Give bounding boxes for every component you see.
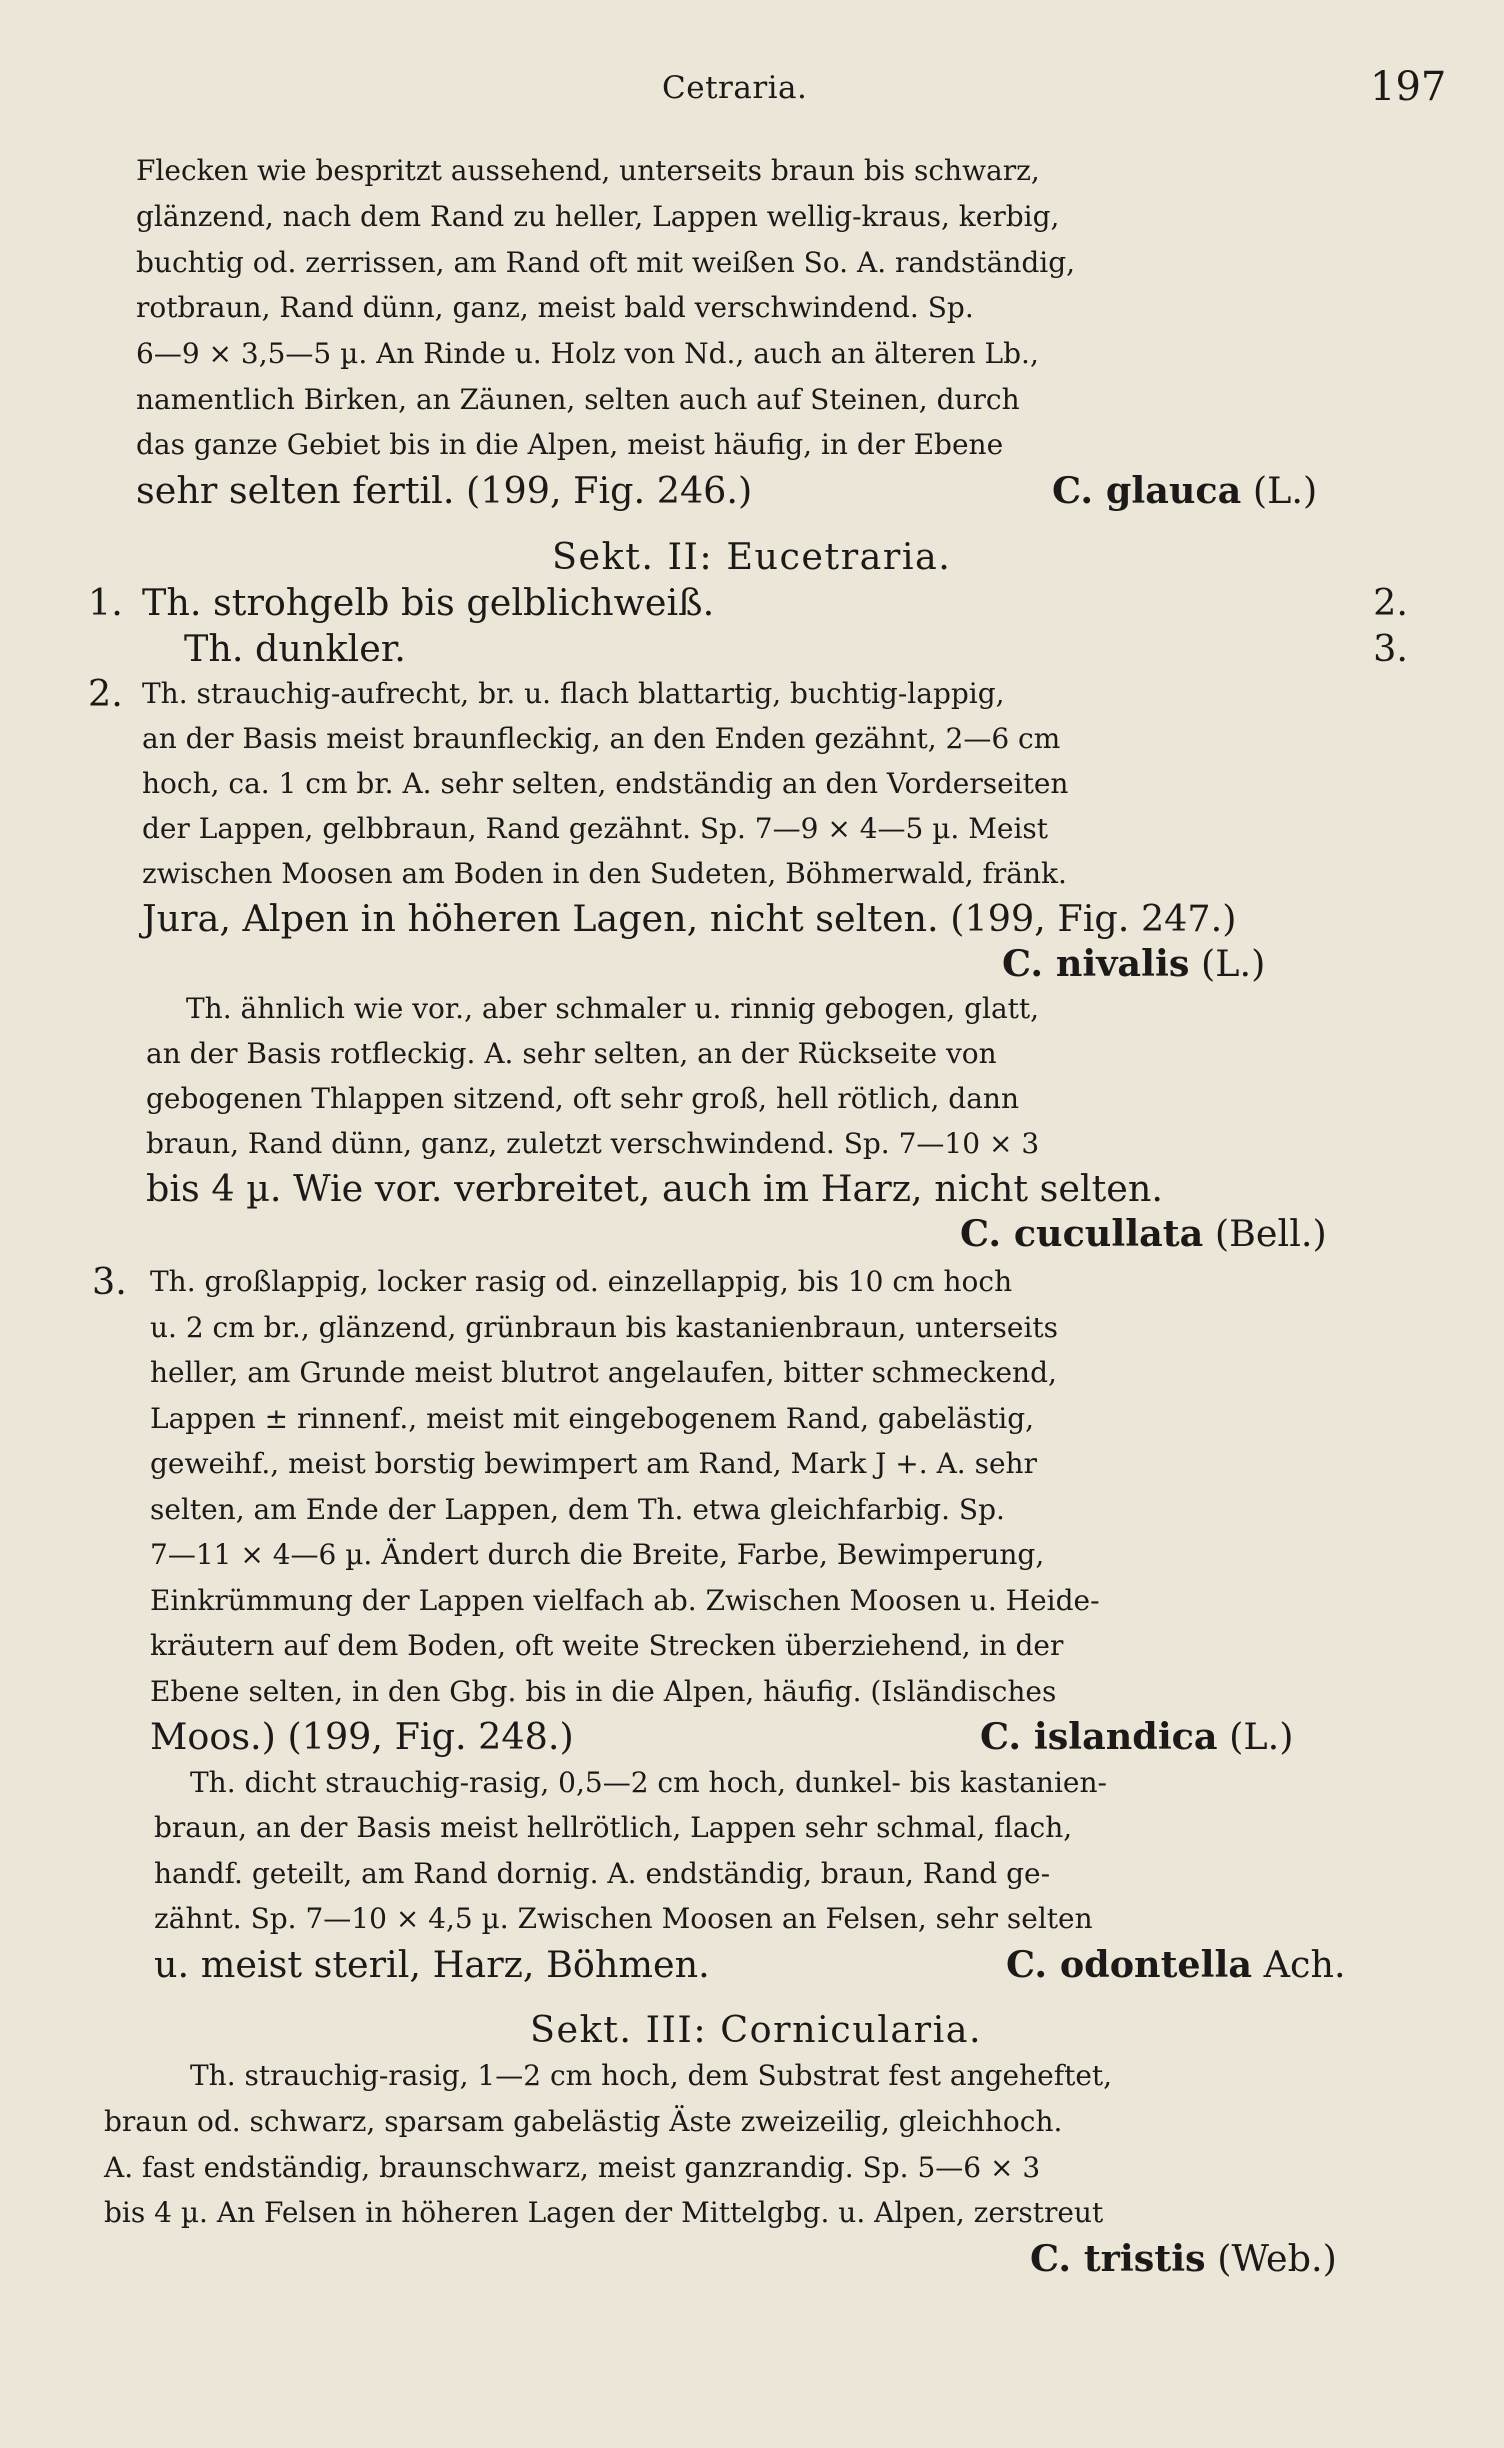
text-line: heller, am Grunde meist blutrot angelaufen, bitter schmeckend, [150, 1356, 1057, 1389]
key-number: 2. [88, 672, 123, 715]
species-name-bold: C. islandica [980, 1715, 1218, 1758]
text-line: Th. großlappig, locker rasig od. einzellappig, bis 10 cm hoch [150, 1265, 1013, 1298]
species-author: Ach. [1263, 1943, 1346, 1986]
text-line: bis 4 µ. An Felsen in höheren Lagen der Mittelgbg. u. Alpen, zerstreut [104, 2196, 1104, 2229]
species-name-bold: C. odontella [1006, 1943, 1253, 1986]
text-line: namentlich Birken, an Zäunen, selten auch auf Steinen, durch [136, 383, 1020, 416]
species-name [980, 1714, 1294, 1760]
text-line: braun, Rand dünn, ganz, zuletzt verschwindend. Sp. 7—10 × 3 [146, 1127, 1040, 1160]
species-name-bold: C. nivalis [1002, 942, 1190, 985]
text-line: geweihf., meist borstig bewimpert am Rand, Mark J +. A. sehr [150, 1447, 1037, 1480]
species-name-bold: C. cucullata [960, 1212, 1204, 1255]
key-text: Th. strohgelb bis gelblichweiß. [142, 581, 715, 624]
text-line: Einkrümmung der Lappen vielfach ab. Zwischen Moosen u. Heide- [150, 1584, 1100, 1617]
species-name [960, 1211, 1327, 1257]
text-line: der Lappen, gelbbraun, Rand gezähnt. Sp. 7—9 × 4—5 µ. Meist [142, 812, 1049, 845]
text-line: an der Basis rotfleckig. A. sehr selten, an der Rückseite von [146, 1037, 997, 1070]
text-line: das ganze Gebiet bis in die Alpen, meist häufig, in der Ebene [136, 428, 1004, 461]
species-name-bold: C. tristis [1030, 2237, 1206, 2280]
text-line: buchtig od. zerrissen, am Rand oft mit weißen So. A. randständig, [136, 246, 1076, 279]
species-author: (L.) [1252, 469, 1318, 512]
species-author: (L.) [1200, 942, 1266, 985]
text-line: 6—9 × 3,5—5 µ. An Rinde u. Holz von Nd., auch an älteren Lb., [136, 337, 1039, 370]
text-line: gebogenen Thlappen sitzend, oft sehr groß, hell rötlich, dann [146, 1082, 1019, 1115]
text-line: A. fast endständig, braunschwarz, meist ganzrandig. Sp. 5—6 × 3 [104, 2151, 1041, 2184]
text-line: rotbraun, Rand dünn, ganz, meist bald verschwindend. Sp. [136, 291, 974, 324]
text-line: Moos.) (199, Fig. 248.) [150, 1715, 574, 1758]
species-author: (L.) [1229, 1715, 1294, 1758]
text-line: sehr selten fertil. (199, Fig. 246.) [136, 469, 753, 512]
species-name [1002, 941, 1265, 987]
page-header [0, 62, 1504, 112]
text-line: zähnt. Sp. 7—10 × 4,5 µ. Zwischen Moosen an Felsen, sehr selten [154, 1902, 1093, 1935]
text-line: braun od. schwarz, sparsam gabelästig Äste zweizeilig, gleichhoch. [104, 2105, 1063, 2138]
text-line: Th. strauchig-aufrecht, br. u. flach blattartig, buchtig-lappig, [142, 677, 1005, 710]
text-line: selten, am Ende der Lappen, dem Th. etwa gleichfarbig. Sp. [150, 1493, 1005, 1526]
species-name [1052, 468, 1317, 514]
species-author: (Bell.) [1214, 1212, 1327, 1255]
running-title: Cetraria. [662, 70, 808, 106]
key-number: 3. [92, 1260, 127, 1303]
text-line: braun, an der Basis meist hellrötlich, Lappen sehr schmal, flach, [154, 1811, 1073, 1844]
text-line: Lappen ± rinnenf., meist mit eingebogenem Rand, gabelästig, [150, 1402, 1035, 1435]
section-heading: Sekt. II: Eucetraria. [552, 535, 952, 578]
key-text: Th. dunkler. [184, 627, 406, 670]
text-line: Th. dicht strauchig-rasig, 0,5—2 cm hoch, dunkel- bis kastanien- [190, 1766, 1107, 1799]
text-line: Th. strauchig-rasig, 1—2 cm hoch, dem Substrat fest angeheftet, [190, 2059, 1113, 2092]
text-line: hoch, ca. 1 cm br. A. sehr selten, endständig an den Vorderseiten [142, 767, 1069, 800]
text-line: u. 2 cm br., glänzend, grünbraun bis kastanienbraun, unterseits [150, 1311, 1059, 1344]
species-name [1006, 1942, 1346, 1988]
species-author: (Web.) [1217, 2237, 1337, 2280]
text-line: 7—11 × 4—6 µ. Ändert durch die Breite, Farbe, Bewimperung, [150, 1538, 1045, 1571]
text-line: Flecken wie bespritzt aussehend, unterseits braun bis schwarz, [136, 154, 1040, 187]
text-line: Jura, Alpen in höheren Lagen, nicht selten. (199, Fig. 247.) [142, 897, 1237, 940]
key-number: 1. [88, 581, 123, 624]
section-heading: Sekt. III: Cornicularia. [530, 2008, 983, 2051]
text-line: Ebene selten, in den Gbg. bis in die Alpen, häufig. (Isländisches [150, 1675, 1057, 1708]
key-reference: 2. [1373, 581, 1408, 624]
text-line: Th. ähnlich wie vor., aber schmaler u. rinnig gebogen, glatt, [186, 992, 1040, 1025]
key-reference: 3. [1373, 627, 1408, 670]
species-name [1030, 2236, 1337, 2282]
text-line: u. meist steril, Harz, Böhmen. [154, 1943, 710, 1986]
page-number: 197 [1370, 64, 1447, 110]
text-line: an der Basis meist braunfleckig, an den Enden gezähnt, 2—6 cm [142, 722, 1061, 755]
text-line: handf. geteilt, am Rand dornig. A. endständig, braun, Rand ge- [154, 1857, 1051, 1890]
text-line: kräutern auf dem Boden, oft weite Strecken überziehend, in der [150, 1629, 1064, 1662]
text-line: glänzend, nach dem Rand zu heller, Lappen wellig-kraus, kerbig, [136, 200, 1060, 233]
text-line: zwischen Moosen am Boden in den Sudeten, Böhmerwald, fränk. [142, 857, 1067, 890]
text-line: bis 4 µ. Wie vor. verbreitet, auch im Harz, nicht selten. [146, 1167, 1163, 1210]
species-name-bold: C. glauca [1052, 469, 1242, 512]
